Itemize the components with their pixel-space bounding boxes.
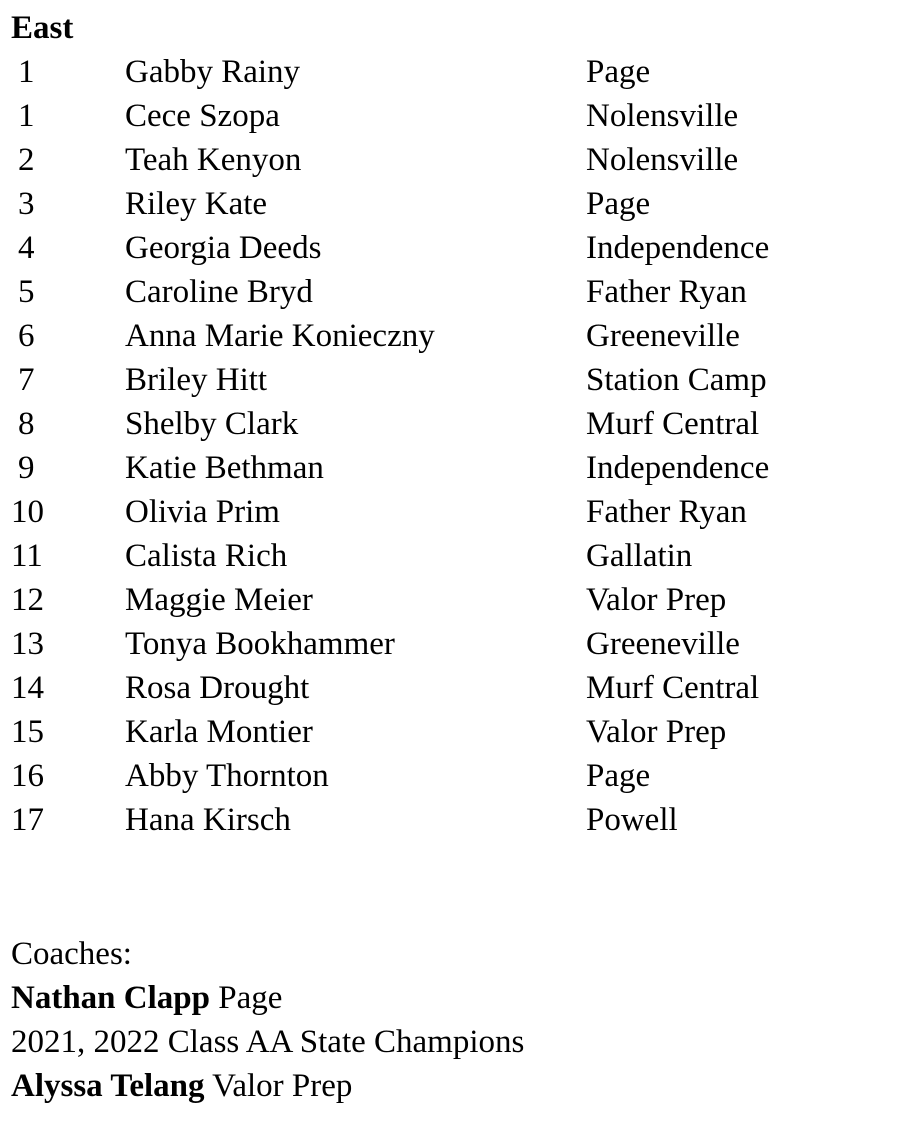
roster-row bbox=[0, 534, 900, 578]
roster-row bbox=[0, 314, 900, 358]
roster-rank: 2 bbox=[18, 142, 35, 178]
coach-school: Page bbox=[218, 980, 283, 1016]
roster-rank: 6 bbox=[18, 318, 35, 354]
coaches-label: Coaches: bbox=[11, 936, 132, 972]
roster-list bbox=[0, 50, 900, 842]
roster-rank: 7 bbox=[18, 362, 35, 398]
roster-player-name: Riley Kate bbox=[125, 186, 268, 222]
roster-row bbox=[0, 490, 900, 534]
coach-name: Alyssa Telang bbox=[11, 1068, 205, 1104]
roster-rank: 1 bbox=[18, 54, 35, 90]
roster-school: Murf Central bbox=[586, 406, 760, 442]
roster-school: Independence bbox=[586, 450, 770, 486]
roster-row bbox=[0, 226, 900, 270]
roster-school: Independence bbox=[586, 230, 770, 266]
roster-player-name: Anna Marie Konieczny bbox=[125, 318, 435, 354]
roster-player-name: Calista Rich bbox=[125, 538, 288, 574]
roster-row bbox=[0, 402, 900, 446]
roster-rank: 11 bbox=[11, 538, 43, 574]
roster-school: Nolensville bbox=[586, 98, 739, 134]
section-heading: East bbox=[11, 10, 74, 46]
roster-rank: 14 bbox=[11, 670, 44, 706]
roster-rank: 8 bbox=[18, 406, 35, 442]
roster-row bbox=[0, 666, 900, 710]
coach-line-2 bbox=[11, 1064, 524, 1108]
roster-school: Greeneville bbox=[586, 626, 740, 662]
roster-school: Nolensville bbox=[586, 142, 739, 178]
roster-school: Powell bbox=[586, 802, 678, 838]
roster-rank: 3 bbox=[18, 186, 35, 222]
coach-name: Nathan Clapp bbox=[11, 980, 210, 1016]
roster-row bbox=[0, 446, 900, 490]
coach-school: Valor Prep bbox=[212, 1068, 353, 1104]
coach-line-1 bbox=[11, 976, 524, 1020]
roster-rank: 5 bbox=[18, 274, 35, 310]
roster-rank: 12 bbox=[11, 582, 44, 618]
roster-school: Father Ryan bbox=[586, 494, 747, 530]
roster-school: Page bbox=[586, 758, 651, 794]
roster-school: Gallatin bbox=[586, 538, 693, 574]
roster-rank: 13 bbox=[11, 626, 44, 662]
roster-school: Page bbox=[586, 186, 651, 222]
roster-player-name: Briley Hitt bbox=[125, 362, 268, 398]
roster-player-name: Olivia Prim bbox=[125, 494, 280, 530]
coaches-section bbox=[11, 932, 524, 1108]
roster-school: Greeneville bbox=[586, 318, 740, 354]
roster-row bbox=[0, 270, 900, 314]
roster-player-name: Georgia Deeds bbox=[125, 230, 322, 266]
roster-player-name: Caroline Bryd bbox=[125, 274, 313, 310]
roster-school: Father Ryan bbox=[586, 274, 747, 310]
roster-row bbox=[0, 798, 900, 842]
roster-row bbox=[0, 50, 900, 94]
roster-player-name: Hana Kirsch bbox=[125, 802, 291, 838]
roster-rank: 10 bbox=[11, 494, 44, 530]
roster-rank: 9 bbox=[18, 450, 35, 486]
roster-player-name: Gabby Rainy bbox=[125, 54, 301, 90]
roster-player-name: Karla Montier bbox=[125, 714, 313, 750]
roster-rank: 1 bbox=[18, 98, 35, 134]
roster-school: Page bbox=[586, 54, 651, 90]
roster-row bbox=[0, 710, 900, 754]
roster-school: Valor Prep bbox=[586, 714, 727, 750]
roster-row bbox=[0, 94, 900, 138]
roster-player-name: Rosa Drought bbox=[125, 670, 310, 706]
roster-player-name: Tonya Bookhammer bbox=[125, 626, 395, 662]
roster-rank: 16 bbox=[11, 758, 44, 794]
roster-row bbox=[0, 182, 900, 226]
roster-rank: 15 bbox=[11, 714, 44, 750]
roster-player-name: Maggie Meier bbox=[125, 582, 313, 618]
roster-player-name: Cece Szopa bbox=[125, 98, 280, 134]
roster-player-name: Teah Kenyon bbox=[125, 142, 302, 178]
roster-rank: 17 bbox=[11, 802, 44, 838]
roster-school: Murf Central bbox=[586, 670, 760, 706]
roster-row bbox=[0, 138, 900, 182]
roster-player-name: Katie Bethman bbox=[125, 450, 324, 486]
roster-player-name: Shelby Clark bbox=[125, 406, 299, 442]
roster-school: Station Camp bbox=[586, 362, 767, 398]
roster-row bbox=[0, 578, 900, 622]
roster-school: Valor Prep bbox=[586, 582, 727, 618]
roster-rank: 4 bbox=[18, 230, 35, 266]
roster-player-name: Abby Thornton bbox=[125, 758, 329, 794]
coach-note: 2021, 2022 Class AA State Champions bbox=[11, 1024, 525, 1060]
roster-row bbox=[0, 622, 900, 666]
roster-row bbox=[0, 358, 900, 402]
roster-row bbox=[0, 754, 900, 798]
